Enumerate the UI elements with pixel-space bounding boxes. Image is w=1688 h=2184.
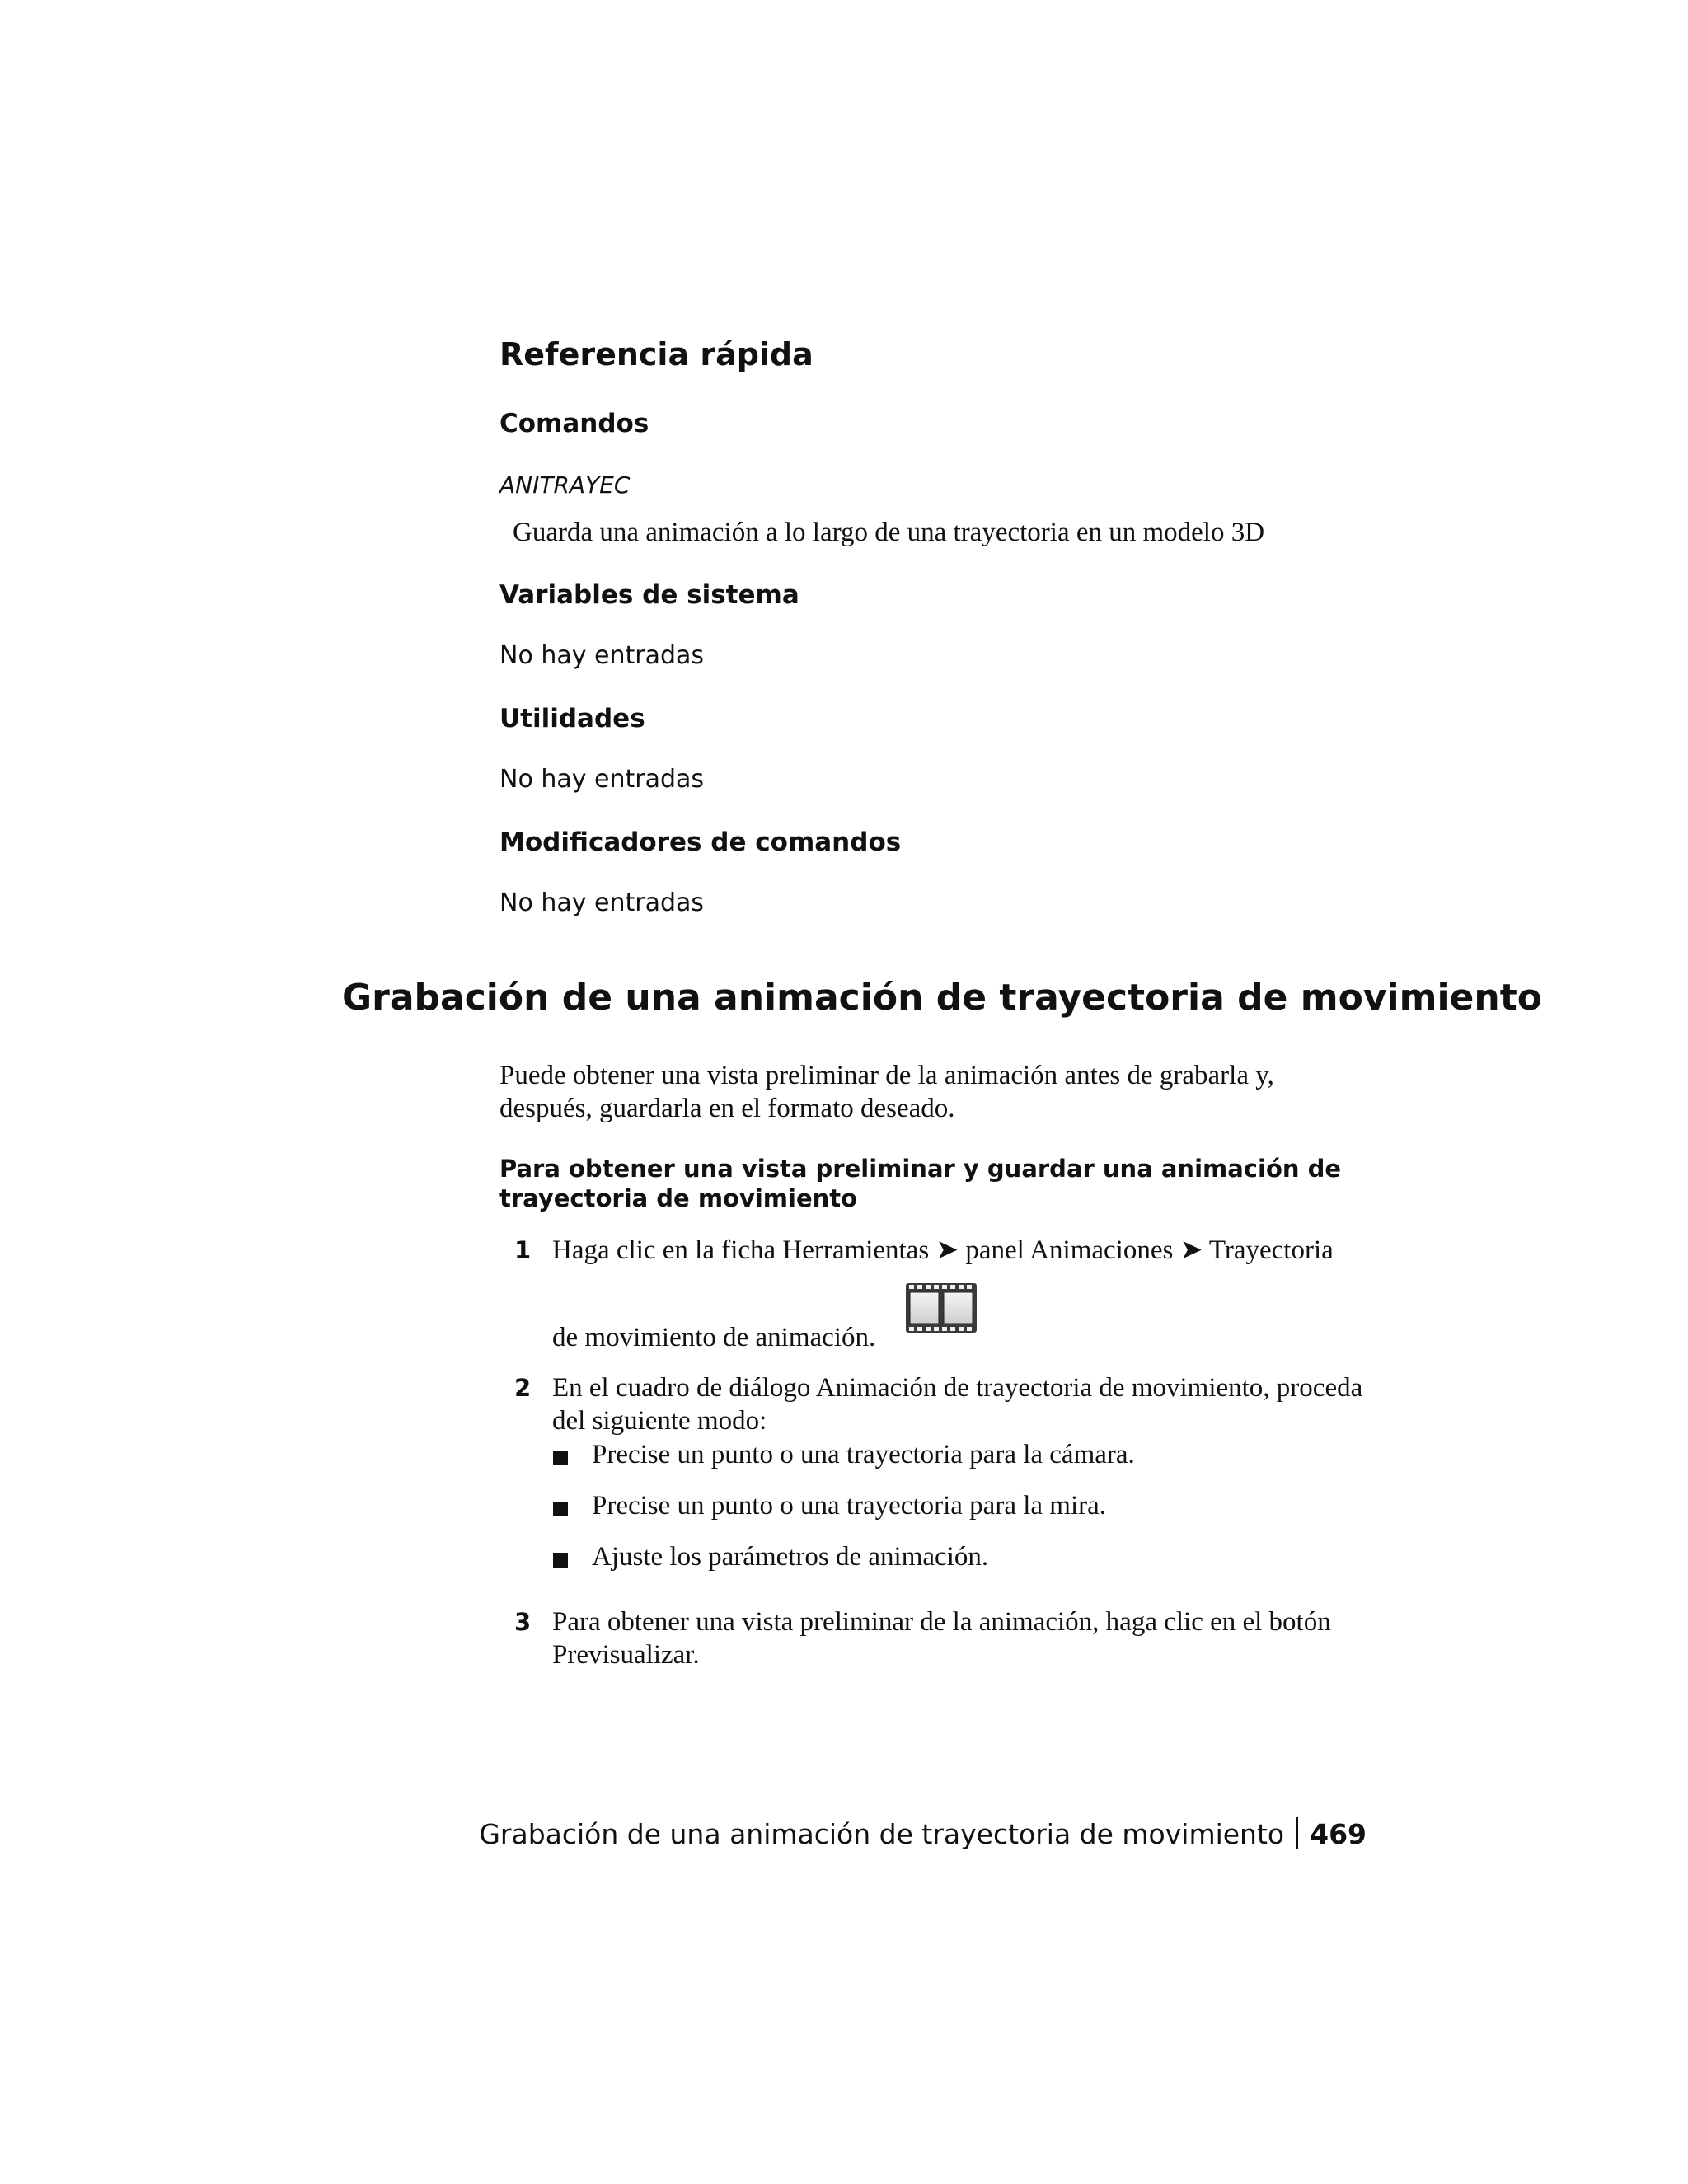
footer-divider (1296, 1817, 1298, 1849)
step-1-text: Haga clic en la ficha Herramientas ➤ panel Animaciones ➤ Trayectoria (552, 1235, 1334, 1265)
utilities-text: No hay entradas (499, 765, 705, 794)
list-item: Precise un punto o una trayectoria para la cámara. (592, 1440, 1135, 1469)
procedure-title: Para obtener una vista preliminar y guardar una animación de trayectoria de movimiento (499, 1155, 1342, 1212)
commands-heading: Comandos (499, 409, 649, 438)
footer-title: Grabación de una animación de trayectoria de movimiento (479, 1818, 1285, 1850)
system-variables-text: No hay entradas (499, 641, 705, 670)
step-number: 3 (514, 1608, 532, 1636)
page-number: 469 (1310, 1818, 1367, 1850)
section-intro: Puede obtener una vista preliminar de la animación antes de grabarla y, después, guardarla en el formato deseado. (499, 1061, 1274, 1123)
list-item: Ajuste los parámetros de animación. (592, 1542, 989, 1572)
utilities-heading: Utilidades (499, 704, 645, 733)
quick-reference-title: Referencia rápida (499, 336, 814, 373)
bullet-square (553, 1553, 568, 1568)
step-3-text: Para obtener una vista preliminar de la animación, haga clic en el botón Previsualizar. (552, 1607, 1331, 1670)
section-title: Grabación de una animación de trayectoria de movimiento (342, 977, 1542, 1019)
film-strip-icon (905, 1282, 978, 1333)
command-modifiers-heading: Modificadores de comandos (499, 827, 902, 857)
command-name: ANITRAYEC (499, 471, 631, 499)
step-1-text-continued: de movimiento de animación. (552, 1323, 876, 1352)
step-2-text: En el cuadro de diálogo Animación de trayectoria de movimiento, proceda del siguiente modo: (552, 1373, 1363, 1436)
bullet-square (553, 1502, 568, 1516)
command-description: Guarda una animación a lo largo de una trayectoria en un modelo 3D (513, 518, 1265, 547)
command-modifiers-text: No hay entradas (499, 888, 705, 917)
list-item: Precise un punto o una trayectoria para la mira. (592, 1491, 1107, 1521)
system-variables-heading: Variables de sistema (499, 580, 799, 610)
page-footer (479, 1817, 1367, 1850)
bullet-square (553, 1451, 568, 1465)
step-number: 1 (514, 1236, 532, 1264)
step-number: 2 (514, 1374, 532, 1402)
